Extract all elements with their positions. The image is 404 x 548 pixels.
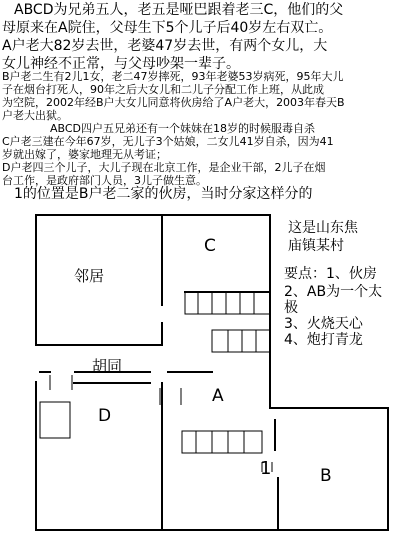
label-kitchen-1: 1 xyxy=(260,458,272,479)
intro-line: 户老大出狱。 xyxy=(2,109,68,122)
label-alley: 胡同 xyxy=(92,357,123,375)
key-point: 2、AB为一个太 xyxy=(284,284,383,300)
intro-line: 子在烟台打死人，90年之后大女儿和二儿子分配工作上班，从此成 xyxy=(2,83,324,96)
label-house-a: A xyxy=(212,386,224,406)
intro-line: B户老二生有2儿1女，老二47岁摔死，93年老婆53岁病死，95年大儿 xyxy=(2,70,344,83)
intro-paragraph-6: 1的位置是B户老二家的伙房，当时分家这样分的 xyxy=(14,186,313,202)
intro-line: ABCD四户五兄弟还有一个妹妹在18岁的时候服毒自杀 xyxy=(50,122,316,135)
location-line: 庙镇某村 xyxy=(288,238,344,254)
key-point: 4、炮打青龙 xyxy=(284,332,363,348)
intro-line: 女儿神经不正常，与父母吵架一辈子。 xyxy=(2,56,240,72)
intro-line: 母原来在A院住，父母生下5个儿子后40岁左右双亡。 xyxy=(2,20,333,36)
intro-line: ABCD为兄弟五人，老五是哑巴跟着老三C，他们的父 xyxy=(14,2,344,18)
house-d-rooms xyxy=(182,431,262,453)
intro-line: A户老大82岁去世，老婆47岁去世，有两个女儿，大 xyxy=(2,38,328,54)
label-house-d: D xyxy=(98,406,112,426)
intro-line: C户老三建在今年67岁，无儿子3个姑娘，二女儿41岁自杀，因为41 xyxy=(2,135,334,148)
intro-line: D户老四三个儿子，大儿子现在北京工作，是企业干部，2儿子在烟 xyxy=(2,161,326,174)
label-house-b: B xyxy=(320,466,332,486)
intro-line: 台工作，是政府部门人员，3儿子做生意。 xyxy=(2,174,207,187)
key-point: 要点：1、伙房 xyxy=(284,266,377,282)
intro-line: 岁就出嫁了，婆家地理无从考证； xyxy=(2,148,167,161)
label-house-c: C xyxy=(204,236,216,256)
d-yard-square xyxy=(40,402,70,438)
label-neighbor: 邻居 xyxy=(74,267,105,285)
key-point: 极 xyxy=(284,300,298,316)
house-a-rooms xyxy=(212,330,270,352)
location-line: 这是山东焦 xyxy=(288,220,358,236)
key-point: 3、火烧天心 xyxy=(284,316,363,332)
intro-line: 为空院，2002年经B户大女儿同意将伙房给了A户老大，2003年春天B xyxy=(2,96,345,109)
